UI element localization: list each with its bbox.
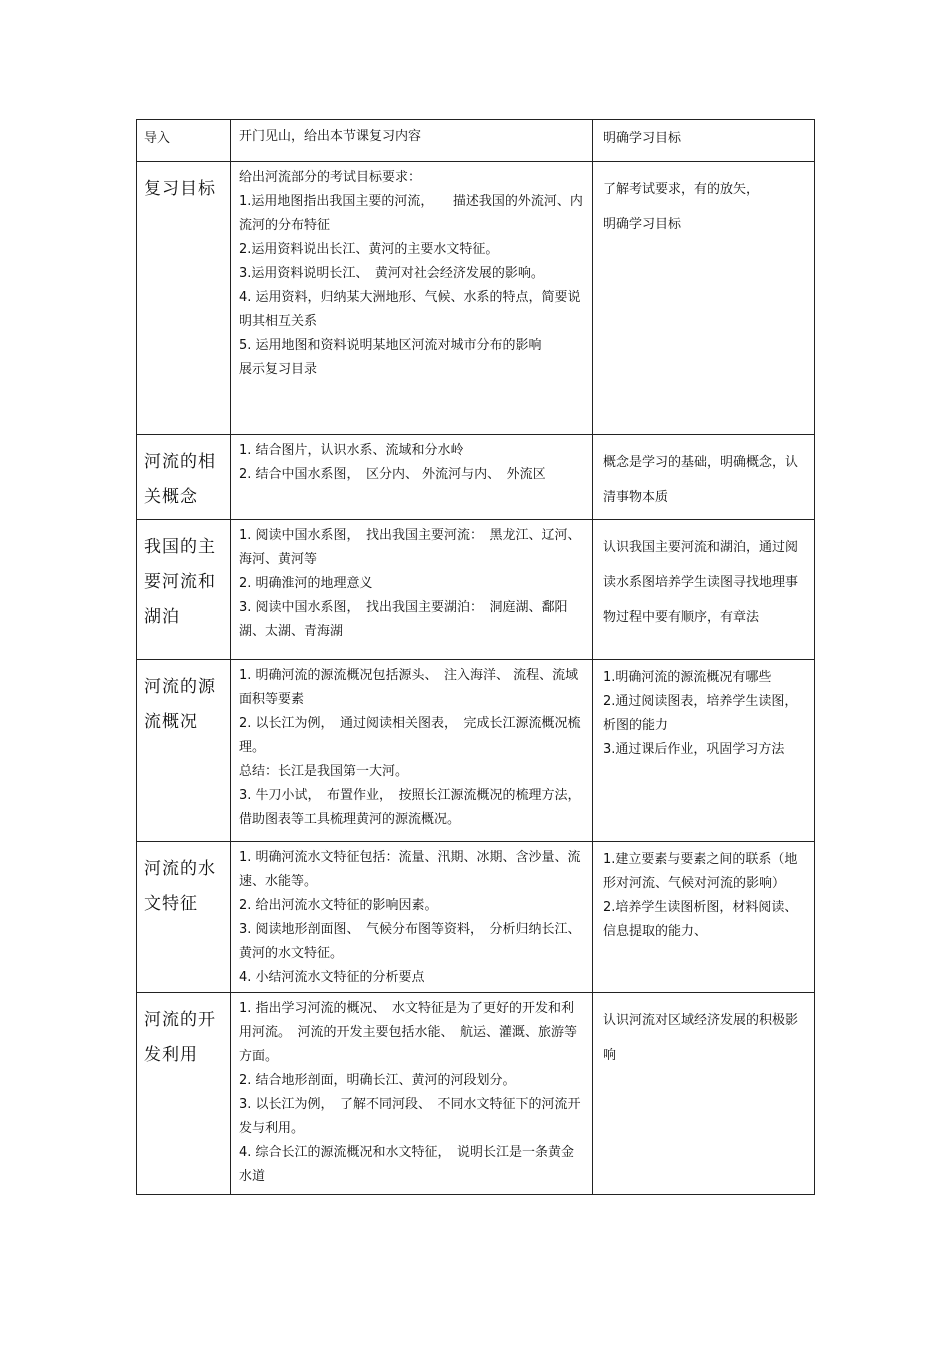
content-line: 3. 牛刀小试， 布置作业， 按照长江源流概况的梳理方法，借助图表等工具梳理黄河的源流概况。: [239, 788, 581, 827]
content-line: 2. 给出河流水文特征的影响因素。: [239, 898, 438, 913]
content-line: 给出河流部分的考试目标要求：: [239, 170, 422, 185]
content-line: 2.运用资料说出长江、黄河的主要水文特征。: [239, 242, 499, 257]
content-cell: [231, 120, 593, 162]
goal-cell: [593, 120, 815, 162]
content-cell: [231, 993, 593, 1195]
stage-cell: [137, 162, 231, 435]
content-line: 3. 阅读中国水系图， 找出我国主要湖泊： 洞庭湖、鄱阳湖、太湖、青海湖: [239, 600, 568, 639]
stage-label: 导入: [144, 131, 171, 146]
content-cell: [231, 842, 593, 993]
content-line: 5. 运用地图和资料说明某地区河流对城市分布的影响: [239, 338, 542, 353]
table-row: [137, 842, 815, 993]
stage-cell: [137, 520, 231, 660]
goal-line: 概念是学习的基础，明确概念，认清事物本质: [603, 455, 799, 505]
goal-line: 1.明确河流的源流概况有哪些: [603, 670, 772, 685]
table-row: [137, 435, 815, 520]
stage-cell: [137, 660, 231, 842]
table-row: [137, 120, 815, 162]
content-cell: [231, 520, 593, 660]
goal-cell: [593, 162, 815, 435]
content-line: 1. 阅读中国水系图， 找出我国主要河流： 黑龙江、辽河、海河、黄河等: [239, 528, 581, 567]
goal-line: 认识河流对区域经济发展的积极影响: [603, 1013, 799, 1063]
stage-cell: [137, 435, 231, 520]
goal-cell: [593, 660, 815, 842]
table-row: [137, 162, 815, 435]
content-line: 总结：长江是我国第一大河。: [239, 764, 409, 779]
stage-cell: [137, 842, 231, 993]
content-line: 2. 以长江为例， 通过阅读相关图表， 完成长江源流概况梳理。: [239, 716, 581, 755]
content-line: 4. 综合长江的源流概况和水文特征， 说明长江是一条黄金水道: [239, 1145, 575, 1184]
content-line: 3. 阅读地形剖面图、 气候分布图等资料， 分析归纳长江、黄河的水文特征。: [239, 922, 581, 961]
content-line: 2. 明确淮河的地理意义: [239, 576, 373, 591]
content-line: 2. 结合地形剖面，明确长江、黄河的河段划分。: [239, 1073, 516, 1088]
content-line: 1. 指出学习河流的概况、 水文特征是为了更好的开发和利用河流。 河流的开发主要包括水能、 航运、灌溉、旅游等方面。: [239, 1001, 578, 1064]
content-line: 3.运用资料说明长江、 黄河对社会经济发展的影响。: [239, 266, 544, 281]
goal-line: 1.建立要素与要素之间的联系（地形对河流、气候对河流的影响）: [603, 852, 798, 891]
content-cell: [231, 435, 593, 520]
content-line: 开门见山，给出本节课复习内容: [239, 129, 422, 144]
stage-cell: [137, 993, 231, 1195]
content-line: 1. 明确河流水文特征包括：流量、汛期、冰期、含沙量、流速、水能等。: [239, 850, 581, 889]
stage-label: 复习目标: [144, 179, 216, 199]
content-cell: [231, 162, 593, 435]
goal-line: 明确学习目标: [603, 131, 682, 146]
goal-cell: [593, 435, 815, 520]
goal-line: 了解考试要求，有的放矢，: [603, 182, 760, 197]
goal-cell: [593, 520, 815, 660]
table-row: [137, 660, 815, 842]
lesson-plan-table: [136, 119, 815, 1195]
stage-label: 河流的水文特征: [144, 859, 216, 914]
goal-line: 2.培养学生读图析图，材料阅读、信息提取的能力、: [603, 900, 798, 939]
content-line: 2. 结合中国水系图， 区分内、 外流河与内、 外流区: [239, 467, 546, 482]
table-row: [137, 520, 815, 660]
stage-cell: [137, 120, 231, 162]
stage-label: 我国的主要河流和湖泊: [144, 537, 216, 627]
goal-line: 3.通过课后作业，巩固学习方法: [603, 742, 785, 757]
goal-line: 认识我国主要河流和湖泊，通过阅读水系图培养学生读图寻找地理事物过程中要有顺序，有章法: [603, 540, 799, 625]
content-line: 4. 运用资料，归纳某大洲地形、气候、水系的特点，简要说明其相互关系: [239, 290, 581, 329]
content-line: 3. 以长江为例， 了解不同河段、 不同水文特征下的河流开发与利用。: [239, 1097, 581, 1136]
table-row: [137, 993, 815, 1195]
goal-line: 2.通过阅读图表，培养学生读图，析图的能力: [603, 694, 798, 733]
goal-cell: [593, 842, 815, 993]
goal-line: 明确学习目标: [603, 217, 682, 232]
stage-label: 河流的相关概念: [144, 452, 216, 507]
content-line: 1.运用地图指出我国主要的河流， 描述我国的外流河、内流河的分布特征: [239, 194, 583, 233]
stage-label: 河流的源流概况: [144, 677, 216, 732]
content-line: 1. 结合图片，认识水系、流域和分水岭: [239, 443, 464, 458]
content-cell: [231, 660, 593, 842]
goal-cell: [593, 993, 815, 1195]
content-line: 1. 明确河流的源流概况包括源头、 注入海洋、 流程、流域面积等要素: [239, 668, 579, 707]
content-line: 4. 小结河流水文特征的分析要点: [239, 970, 425, 985]
content-line: 展示复习目录: [239, 362, 318, 377]
stage-label: 河流的开发利用: [144, 1010, 216, 1065]
